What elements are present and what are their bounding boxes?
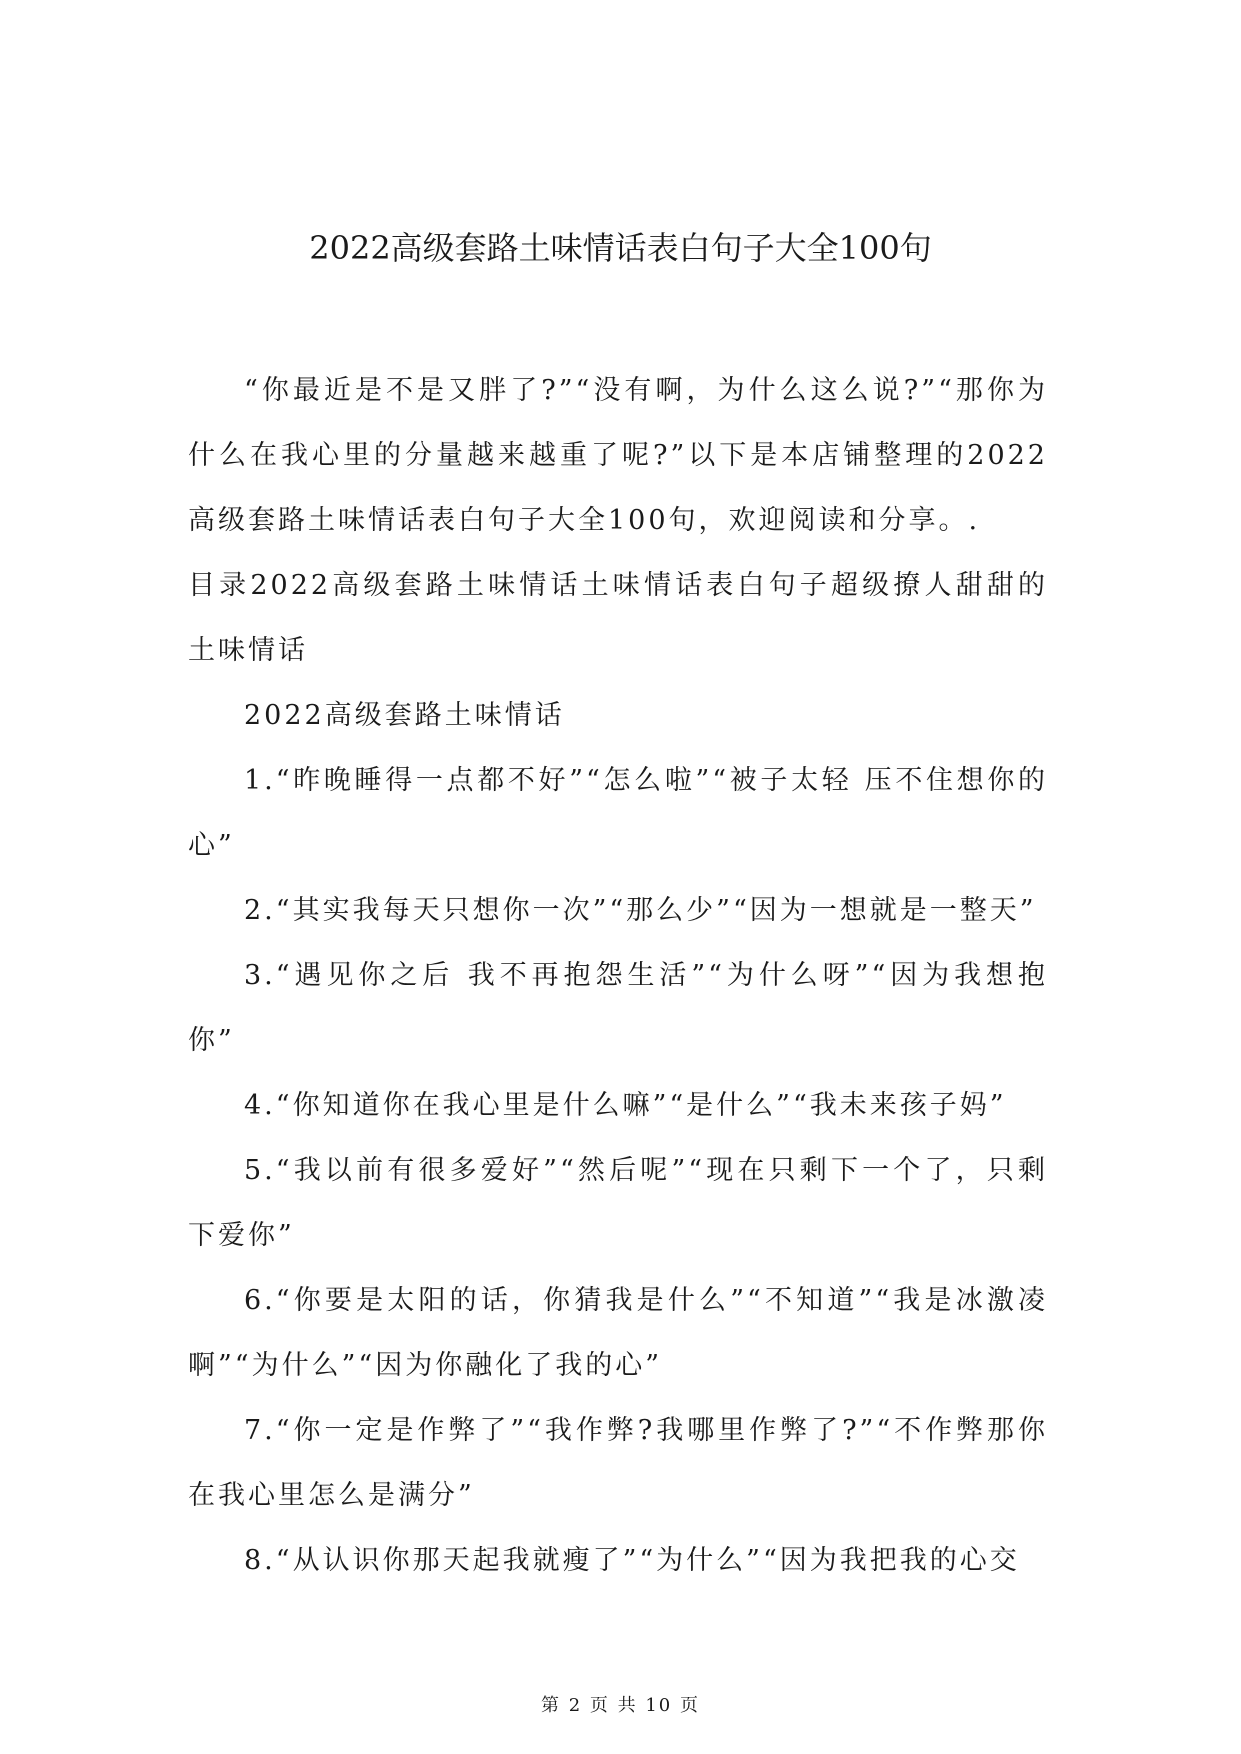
table-of-contents: 目录2022高级套路土味情话土味情话表白句子超级撩人甜甜的土味情话 [188, 570, 1048, 666]
list-item: 3.“遇见你之后 我不再抱怨生活”“为什么呀”“因为我想抱你” [188, 960, 1048, 1056]
page-number-footer: 第 2 页 共 10 页 [541, 1695, 700, 1716]
list-item: 5.“我以前有很多爱好”“然后呢”“现在只剩下一个了，只剩下爱你” [188, 1155, 1048, 1251]
list-item: 1.“昨晚睡得一点都不好”“怎么啦”“被子太轻 压不住想你的心” [188, 765, 1048, 861]
list-item: 8.“从认识你那天起我就瘦了”“为什么”“因为我把我的心交 [244, 1545, 1020, 1576]
list-item: 4.“你知道你在我心里是什么嘛”“是什么”“我未来孩子妈” [244, 1090, 1007, 1121]
list-item: 2.“其实我每天只想你一次”“那么少”“因为一想就是一整天” [244, 895, 1037, 926]
section-heading: 2022高级套路土味情话 [244, 700, 565, 731]
document-body [188, 358, 1048, 1593]
list-item: 7.“你一定是作弊了”“我作弊?我哪里作弊了?”“不作弊那你在我心里怎么是满分” [188, 1415, 1048, 1511]
intro-paragraph: “你最近是不是又胖了?”“没有啊，为什么这么说?”“那你为什么在我心里的分量越来越重了呢?”以下是本店铺整理的2022高级套路土味情话表白句子大全100句，欢迎阅读和分享。. [188, 375, 1048, 536]
list-item: 6.“你要是太阳的话，你猜我是什么”“不知道”“我是冰激凌啊”“为什么”“因为你融化了我的心” [188, 1285, 1048, 1381]
document-title: 2022高级套路土味情话表白句子大全100句 [309, 229, 932, 267]
